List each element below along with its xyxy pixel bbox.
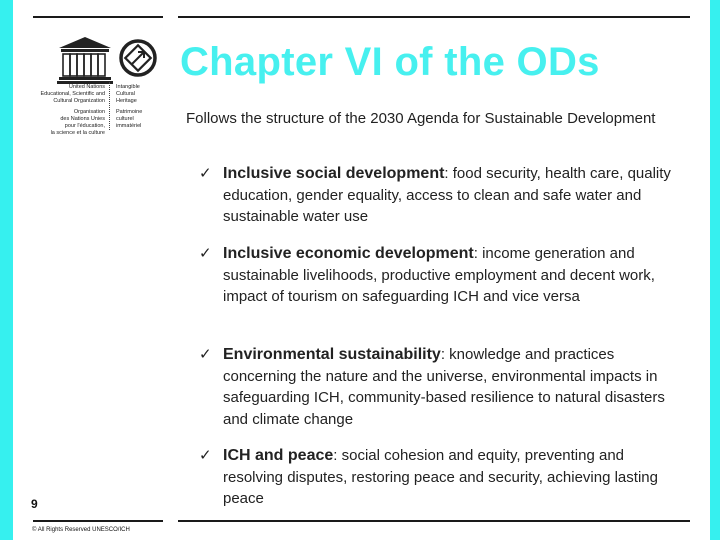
ich-emblem-icon xyxy=(118,38,158,78)
bullet-heading: ICH and peace xyxy=(223,447,334,464)
bullet-text: : income generation and sustainable livelihoods, productive employment and decent work, impact of tourism on safeguarding ICH and vice versa xyxy=(223,245,655,305)
checkmark-icon: ✓ xyxy=(199,346,212,363)
bullet-text: : food security, health care, quality education, gender equality, access to clean and safe water and sustainable water use xyxy=(223,165,671,225)
unesco-name-fr: Organisation des Nations Unies pour l'éducation, la science et la culture xyxy=(50,109,105,136)
bullet-text: : social cohesion and equity, preventing and resolving disputes, restoring peace and security, achieving lasting peace xyxy=(223,447,658,507)
page-number: 9 xyxy=(31,497,38,511)
checkmark-icon: ✓ xyxy=(199,165,212,182)
left-accent-bar xyxy=(0,0,13,540)
right-accent-bar xyxy=(710,0,720,540)
logo-divider xyxy=(109,82,111,130)
bottom-rule-right xyxy=(178,520,690,522)
checkmark-icon: ✓ xyxy=(199,245,212,262)
slide-intro: Follows the structure of the 2030 Agenda for Sustainable Development xyxy=(186,110,656,127)
bullet-heading: Inclusive social development xyxy=(223,165,445,182)
checkmark-icon: ✓ xyxy=(199,447,212,464)
bullet-social-development xyxy=(186,163,676,228)
bullet-heading: Environmental sustainability xyxy=(223,346,441,363)
bullet-environmental-sustainability xyxy=(186,344,676,430)
slide-title: Chapter VI of the ODs xyxy=(180,40,600,84)
bullet-ich-and-peace xyxy=(186,445,676,510)
bullet-text: : knowledge and practices concerning the nature and the universe, environmental impacts in safeguarding ICH, community-based resilience to natural disasters and climate change xyxy=(223,346,665,428)
ich-name-fr: Patrimoine culturel immatériel xyxy=(116,109,143,129)
unesco-ich-logo xyxy=(30,30,165,135)
unesco-name-en: United Nations Educational, Scientific and Cultural Organization xyxy=(40,84,105,104)
copyright-notice: © All Rights Reserved UNESCO/ICH xyxy=(32,527,130,533)
bullet-economic-development xyxy=(186,243,676,308)
unesco-temple-icon xyxy=(55,35,115,85)
ich-name-en: Intangible Cultural Heritage xyxy=(116,84,140,104)
bottom-rule-left xyxy=(33,520,163,522)
top-rule-right xyxy=(178,16,690,18)
bullet-heading: Inclusive economic development xyxy=(223,245,474,262)
top-rule-left xyxy=(33,16,163,18)
